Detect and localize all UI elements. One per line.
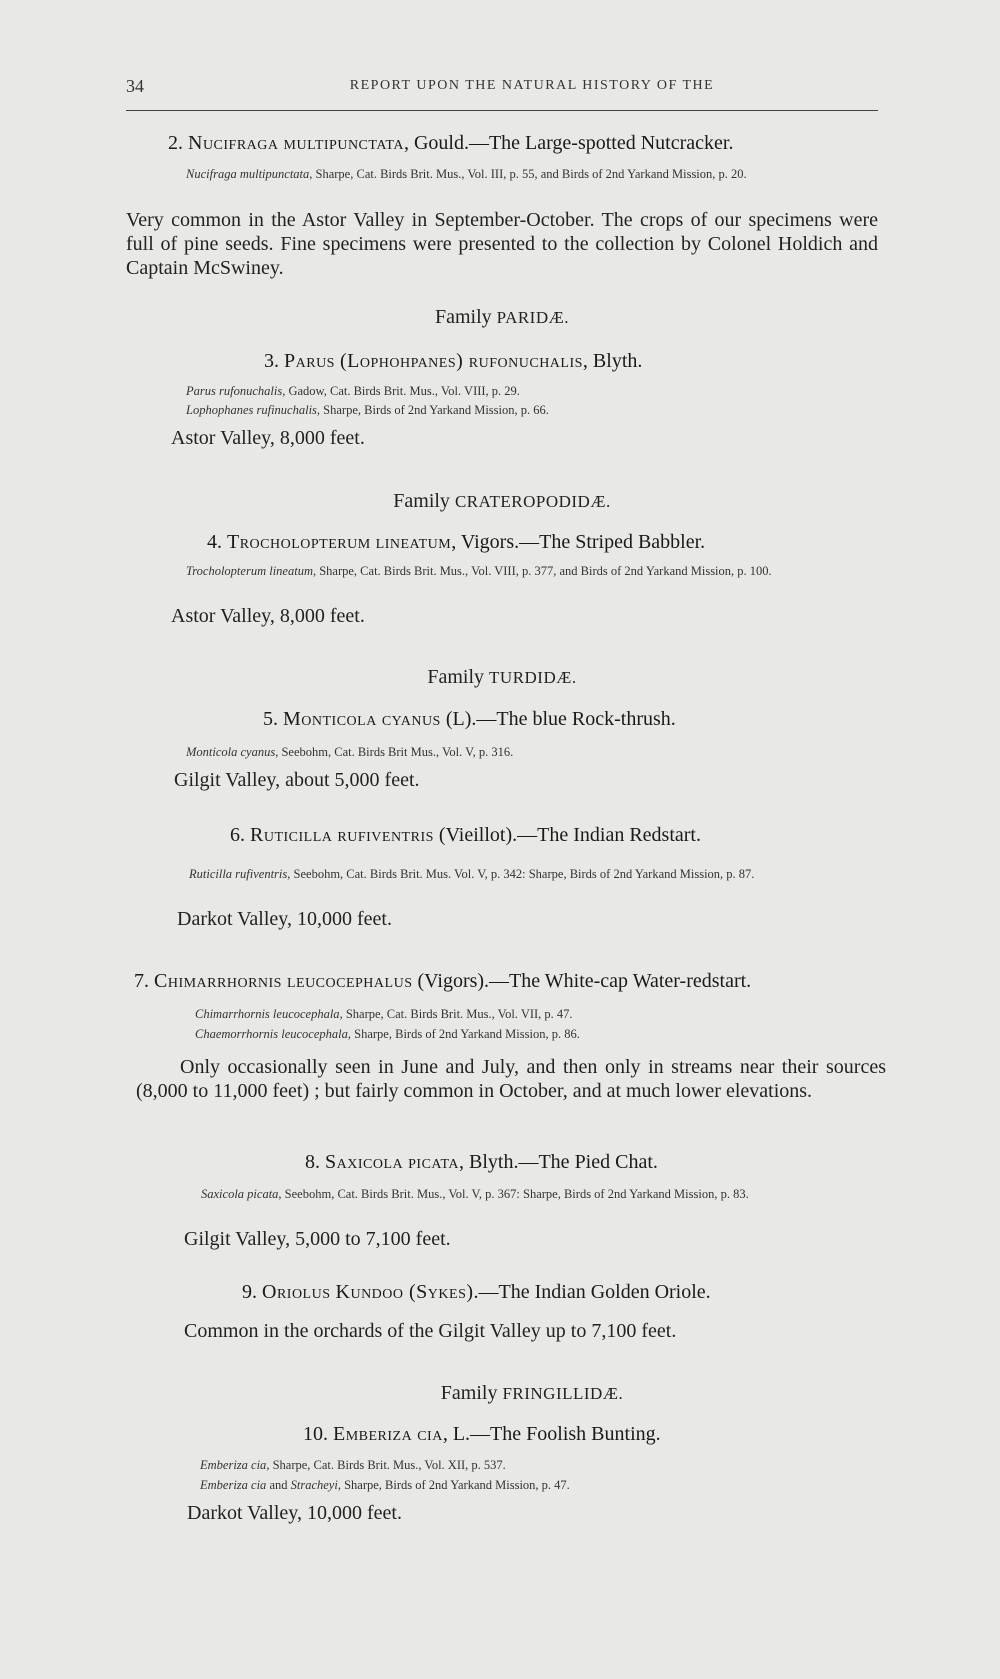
species-heading-10: 10. Emberiza cia, L.—The Foolish Bunting. xyxy=(303,1423,661,1445)
body-text-10: Darkot Valley, 10,000 feet. xyxy=(187,1502,402,1524)
family-heading-crateropodidae: Family CRATEROPODIDÆ. xyxy=(393,490,611,512)
species-heading-9: 9. Oriolus Kundoo (Sykes).—The Indian Golden Oriole. xyxy=(242,1281,711,1303)
family-heading-paridae: Family PARIDÆ. xyxy=(435,306,569,328)
page-number: 34 xyxy=(126,76,144,96)
body-text-9: Common in the orchards of the Gilgit Valley up to 7,100 feet. xyxy=(184,1320,677,1342)
body-text-6: Darkot Valley, 10,000 feet. xyxy=(177,908,392,930)
header-rule xyxy=(126,110,878,111)
body-text-7: Only occasionally seen in June and July, and then only in streams near their sources (8,000 to 11,000 feet) ; but fairly common in October, and at much lower elevations. xyxy=(136,1056,886,1102)
reference-3a: Parus rufonuchalis, Gadow, Cat. Birds Brit. Mus., Vol. VIII, p. 29. xyxy=(186,384,520,398)
species-heading-7: 7. Chimarrhornis leucocephalus (Vigors).—The White-cap Water-redstart. xyxy=(134,970,752,992)
reference-6a: Ruticilla rufiventris, Seebohm, Cat. Birds Brit. Mus. Vol. V, p. 342: Sharpe, Birds of 2nd Yarkand Mission, p. 87. xyxy=(189,867,755,881)
species-heading-5: 5. Monticola cyanus (L).—The blue Rock-thrush. xyxy=(263,708,676,730)
body-text-5: Gilgit Valley, about 5,000 feet. xyxy=(174,769,420,791)
reference-3b: Lophophanes rufinuchalis, Sharpe, Birds of 2nd Yarkand Mission, p. 66. xyxy=(186,403,549,417)
species-heading-6: 6. Ruticilla rufiventris (Vieillot).—The Indian Redstart. xyxy=(230,824,701,846)
reference-10a: Emberiza cia, Sharpe, Cat. Birds Brit. Mus., Vol. XII, p. 537. xyxy=(200,1458,506,1472)
reference-10b: Emberiza cia and Stracheyi, Sharpe, Birds of 2nd Yarkand Mission, p. 47. xyxy=(200,1478,570,1492)
species-heading-3: 3. Parus (Lophohpanes) rufonuchalis, Blyth. xyxy=(264,350,643,372)
body-text-2: Very common in the Astor Valley in September-October. The crops of our specimens were full of pine seeds. Fine specimens were presented to the collection by Colonel Holdich and Captain McSwiney. xyxy=(126,209,878,279)
reference-5a: Monticola cyanus, Seebohm, Cat. Birds Brit Mus., Vol. V, p. 316. xyxy=(186,745,514,759)
family-heading-fringillidae: Family FRINGILLIDÆ. xyxy=(440,1382,624,1404)
reference-4a: Trocholopterum lineatum, Sharpe, Cat. Birds Brit. Mus., Vol. VIII, p. 377, and Birds of 2nd Yarkand Mission, p. 100. xyxy=(186,564,772,578)
body-text-4: Astor Valley, 8,000 feet. xyxy=(171,605,365,627)
reference-2a: Nucifraga multipunctata, Sharpe, Cat. Birds Brit. Mus., Vol. III, p. 55, and Birds of 2nd Yarkand Mission, p. 20. xyxy=(186,167,747,181)
species-heading-2: 2. Nucifraga multipunctata, Gould.—The Large-spotted Nutcracker. xyxy=(168,132,734,154)
species-heading-8: 8. Saxicola picata, Blyth.—The Pied Chat. xyxy=(305,1151,658,1173)
body-text-8: Gilgit Valley, 5,000 to 7,100 feet. xyxy=(184,1228,451,1250)
running-head xyxy=(126,76,878,100)
body-text-3: Astor Valley, 8,000 feet. xyxy=(171,427,365,449)
running-title: REPORT UPON THE NATURAL HISTORY OF THE xyxy=(349,78,715,93)
reference-8a: Saxicola picata, Seebohm, Cat. Birds Brit. Mus., Vol. V, p. 367: Sharpe, Birds of 2nd Yarkand Mission, p. 83. xyxy=(201,1187,749,1201)
reference-7b: Chaemorrhornis leucocephala, Sharpe, Birds of 2nd Yarkand Mission, p. 86. xyxy=(195,1027,580,1041)
species-heading-4: 4. Trocholopterum lineatum, Vigors.—The Striped Babbler. xyxy=(207,531,706,553)
family-heading-turdidae: Family TURDIDÆ. xyxy=(427,666,577,688)
reference-7a: Chimarrhornis leucocephala, Sharpe, Cat. Birds Brit. Mus., Vol. VII, p. 47. xyxy=(195,1007,573,1021)
